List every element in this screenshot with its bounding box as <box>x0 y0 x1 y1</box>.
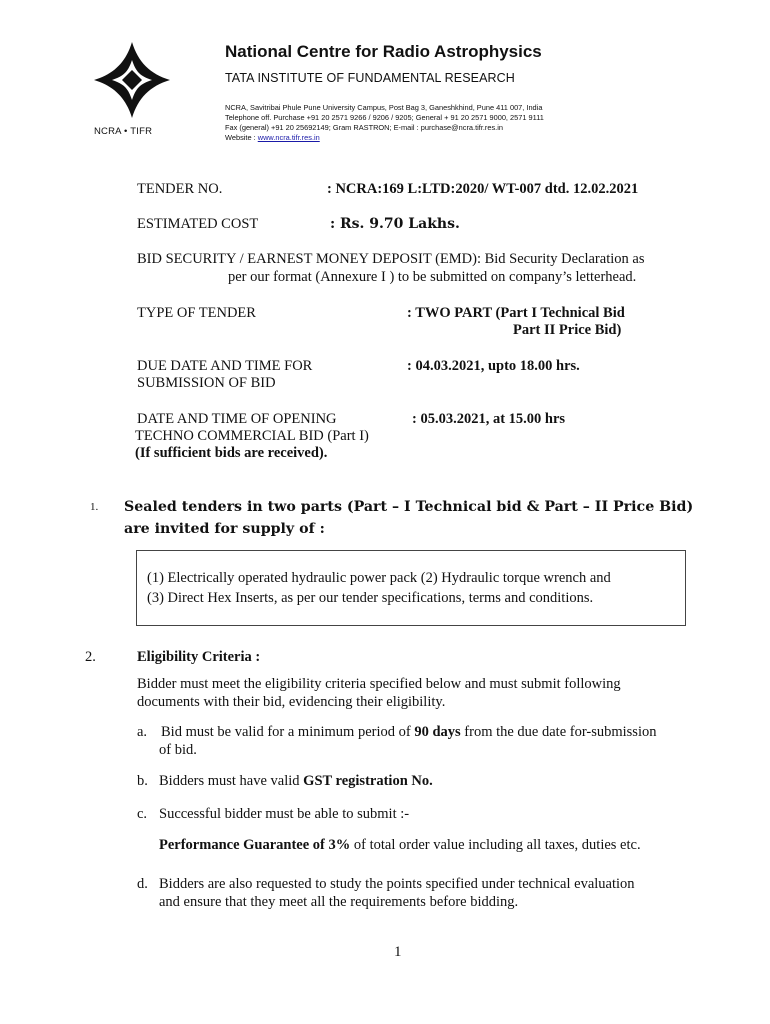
criteria-b-pre: Bidders must have valid <box>159 773 304 789</box>
ncra-logo-icon <box>92 40 172 138</box>
tender-type-value-1: : TWO PART (Part I Technical Bid <box>407 305 625 321</box>
organization-name: National Centre for Radio Astrophysics <box>225 42 542 61</box>
fax-email-line: Fax (general) +91 20 25692149; Gram RASTRON; E-mail : purchase@ncra.tifr.res.in <box>225 123 503 132</box>
section-1-heading <box>124 496 693 540</box>
criteria-d-line-1: Bidders are also requested to study the points specified under technical evaluation <box>159 876 635 892</box>
criteria-b-bold: GST registration No. <box>303 773 433 789</box>
phone-line: Telephone off. Purchase +91 20 2571 9266 / 9206 / 9205; General + 91 20 2571 9000, 2571 9111 <box>225 113 544 122</box>
criteria-a-text <box>161 724 656 741</box>
supply-items-box <box>136 550 686 626</box>
criteria-d-marker: d. <box>137 876 148 892</box>
tender-no-value: : NCRA:169 L:LTD:2020/ WT-007 dtd. 12.02.2021 <box>327 181 639 197</box>
tender-type-value-2: Part II Price Bid) <box>513 322 622 338</box>
criteria-b-text <box>159 773 433 790</box>
opening-label-1: DATE AND TIME OF OPENING <box>137 411 337 427</box>
website-label: Website : <box>225 133 256 142</box>
address-line: NCRA, Savitribai Phule Pune University Campus, Post Bag 3, Ganeshkhind, Pune 411 007, India <box>225 103 543 112</box>
section-2-number: 2. <box>85 649 96 665</box>
criteria-c-text: Successful bidder must be able to submit :- <box>159 806 410 822</box>
supply-items-line-2: (3) Direct Hex Inserts, as per our tender specifications, terms and conditions. <box>147 590 594 606</box>
tender-type-label: TYPE OF TENDER <box>137 305 256 321</box>
section-2-intro-2: documents with their bid, evidencing their eligibility. <box>137 694 446 710</box>
section-2-intro-1: Bidder must meet the eligibility criteria specified below and must submit following <box>137 676 621 692</box>
ncra-logo <box>92 40 172 138</box>
emd-line-2: per our format (Annexure I ) to be submitted on company’s letterhead. <box>228 269 637 285</box>
opening-label-2: TECHNO COMMERCIAL BID (Part I) <box>135 428 369 444</box>
address-block <box>225 103 544 143</box>
due-date-label-2: SUBMISSION OF BID <box>137 375 276 391</box>
criteria-a-bold: 90 days <box>414 724 461 740</box>
criteria-a-line-2: of bid. <box>159 742 197 758</box>
section-1-number: 1. <box>90 501 99 513</box>
logo-text: NCRA • TIFR <box>94 126 153 137</box>
section-2-title: Eligibility Criteria : <box>137 649 261 665</box>
criteria-b-marker: b. <box>137 773 148 789</box>
page-number: 1 <box>394 944 402 960</box>
section-1-heading-line-2: are invited for supply of : <box>124 521 325 537</box>
website-line <box>225 133 544 143</box>
criteria-c-post: of total order value including all taxes, duties etc. <box>350 837 641 853</box>
estimated-cost-value: : Rs. 9.70 Lakhs. <box>330 216 460 232</box>
estimated-cost-label: ESTIMATED COST <box>137 216 259 232</box>
tender-no-label: TENDER NO. <box>137 181 223 197</box>
criteria-a-marker: a. <box>137 724 148 740</box>
criteria-c-guarantee <box>159 837 641 854</box>
website-link[interactable]: www.ncra.tifr.res.in <box>257 133 320 142</box>
opening-label-3: (If sufficient bids are received). <box>135 445 328 461</box>
emd-line-1: BID SECURITY / EARNEST MONEY DEPOSIT (EMD): Bid Security Declaration as <box>137 251 645 267</box>
criteria-d-line-2: and ensure that they meet all the requirements before bidding. <box>159 894 519 910</box>
criteria-c-bold: Performance Guarantee of 3% <box>159 837 351 853</box>
due-date-value: : 04.03.2021, upto 18.00 hrs. <box>407 358 580 374</box>
criteria-a-post: from the due date for-submission <box>460 724 657 740</box>
criteria-c-marker: c. <box>137 806 148 822</box>
section-1-heading-line-1: Sealed tenders in two parts (Part – I Technical bid & Part – II Price Bid) <box>124 499 694 515</box>
criteria-a-pre: Bid must be valid for a minimum period of <box>161 724 415 740</box>
opening-value: : 05.03.2021, at 15.00 hrs <box>412 411 566 427</box>
supply-items-line-1: (1) Electrically operated hydraulic power pack (2) Hydraulic torque wrench and <box>147 570 611 586</box>
institute-name: TATA INSTITUTE OF FUNDAMENTAL RESEARCH <box>225 71 515 85</box>
due-date-label-1: DUE DATE AND TIME FOR <box>137 358 313 374</box>
